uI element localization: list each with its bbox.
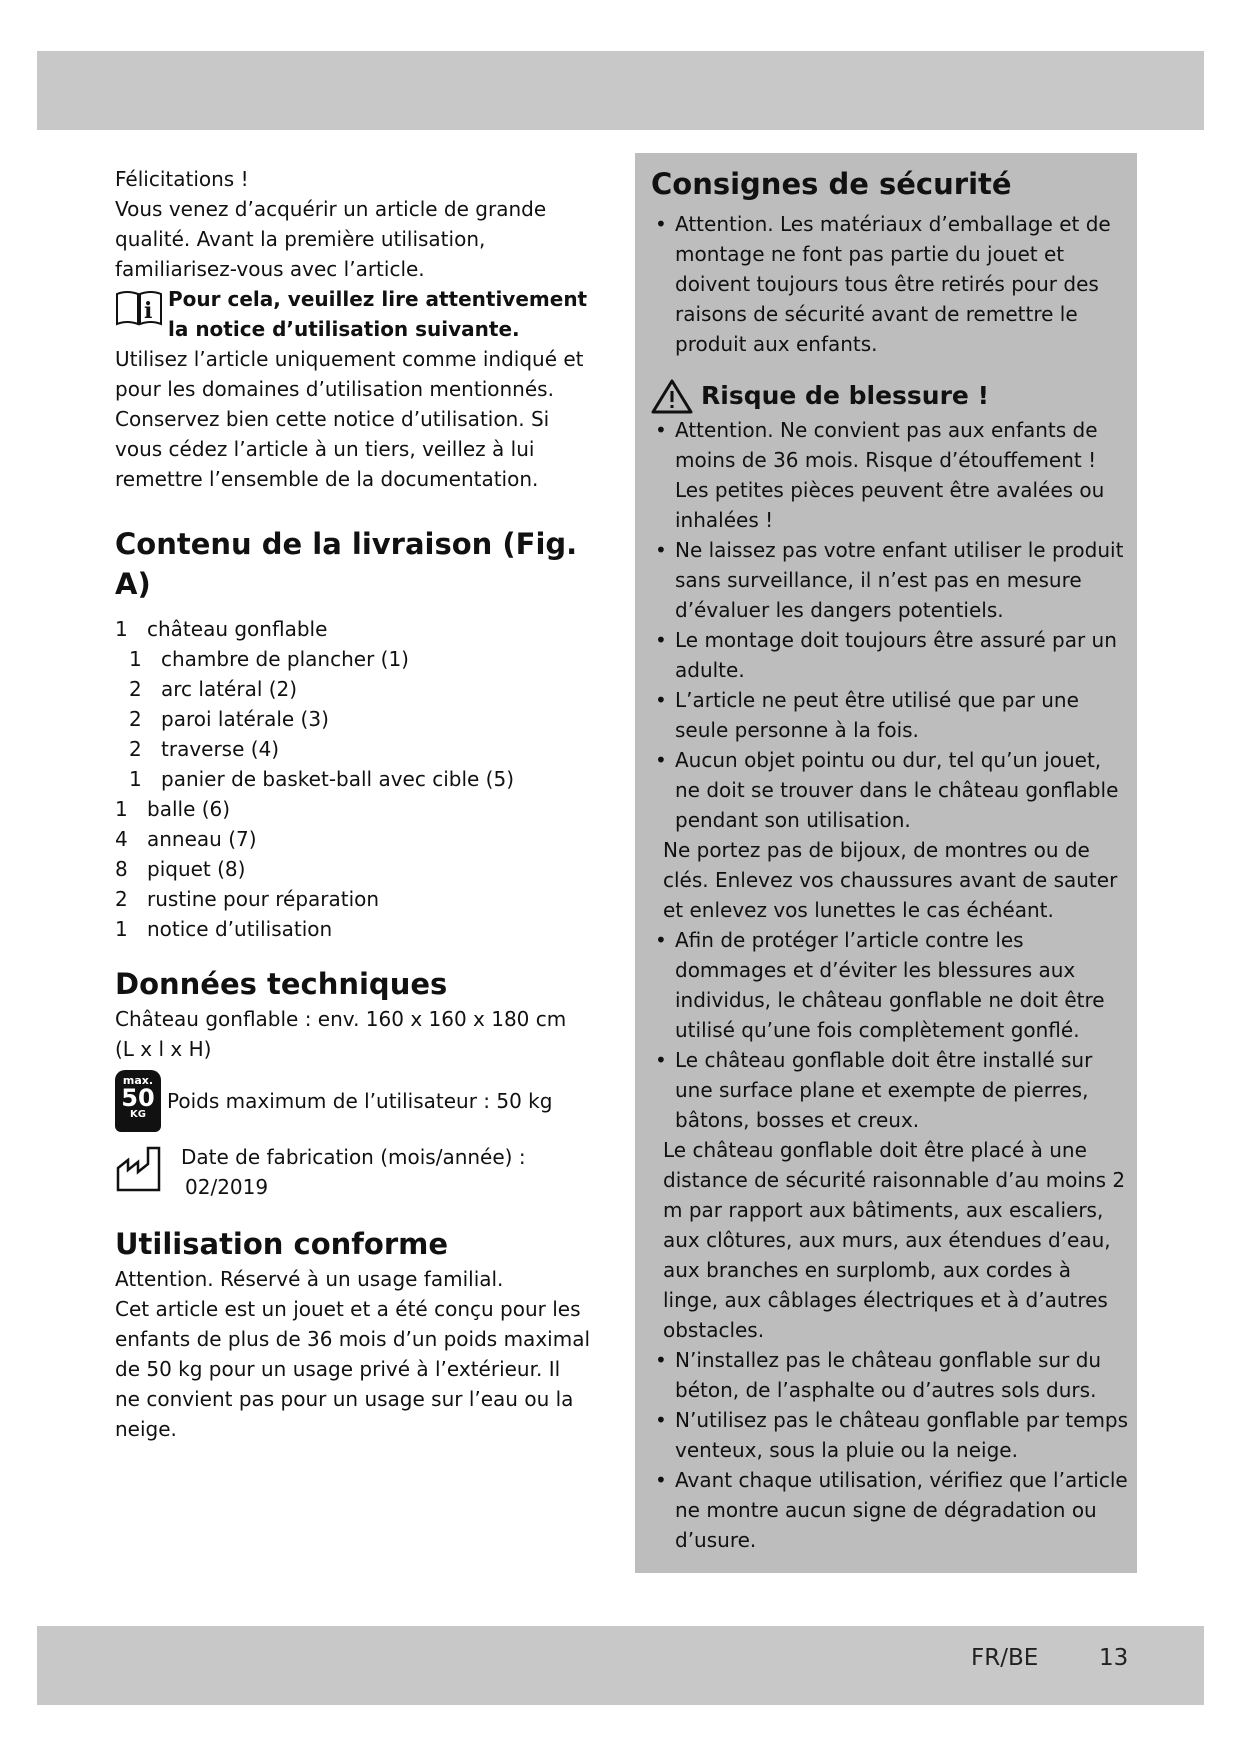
page-number: 13 <box>1099 1645 1129 1671</box>
contents-label: rustine pour réparation <box>147 887 380 911</box>
safety-item: • N’installez pas le château gonflable sur du béton, de l’asphalte ou d’autres sols durs. <box>651 1345 1131 1405</box>
contents-label: paroi latérale (3) <box>161 707 329 731</box>
usage-text-2: Cet article est un jouet et a été conçu pour les enfants de plus de 36 mois d’un poids maximal de 50 kg pour un usage privé à l’extérieur. Il ne convient pas pour un usage sur l’eau ou la neige. <box>115 1297 590 1441</box>
contents-label: balle (6) <box>147 797 231 821</box>
contents-qty: 1 <box>129 647 142 671</box>
intro-text-2: Utilisez l’article uniquement comme indiqué et pour les domaines d’utilisation mentionnés. Conservez bien cette notice d’utilisation. Si vous cédez l’article à un tiers, veillez à lui remettre l’ensemble de la documentation. <box>115 347 584 491</box>
contents-title: Contenu de la livraison (Fig. A) <box>115 527 578 601</box>
safety-item: • Attention. Les matériaux d’emballage et de montage ne font pas partie du jouet et doivent toujours tous être retirés pour des raisons de sécurité avant de remettre le produit aux enfants. <box>651 209 1131 359</box>
date-label: Date de fabrication (mois/année) : <box>181 1145 526 1169</box>
intro-text: Vous venez d’acquérir un article de grande qualité. Avant la première utilisation, familiarisez-vous avec l’article. <box>115 197 547 281</box>
contents-item <box>115 884 590 914</box>
left-column <box>115 164 590 1444</box>
safety-item: • N’utilisez pas le château gonflable par temps venteux, sous la pluie ou la neige. <box>651 1405 1131 1465</box>
contents-qty: 1 <box>115 617 128 641</box>
greeting: Félicitations ! <box>115 167 249 191</box>
contents-label: chambre de plancher (1) <box>161 647 409 671</box>
safety-item: • Ne laissez pas votre enfant utiliser le produit sans surveillance, il n’est pas en mesure d’évaluer les dangers potentiels. <box>651 535 1131 625</box>
contents-qty: 2 <box>129 677 142 701</box>
safety-item: • Aucun objet pointu ou dur, tel qu’un jouet, ne doit se trouver dans le château gonflable pendant son utilisation. <box>651 745 1131 835</box>
footer-lang: FR/BE <box>971 1645 1039 1671</box>
contents-item <box>115 734 590 764</box>
contents-item <box>115 674 590 704</box>
risk-heading <box>651 377 1131 415</box>
header-bar <box>37 51 1204 130</box>
contents-label: traverse (4) <box>161 737 280 761</box>
tech-size: Château gonflable : env. 160 x 160 x 180 cm (L x l x H) <box>115 1007 567 1061</box>
safety-item: • Avant chaque utilisation, vérifiez que l’article ne montre aucun signe de dégradation ou d’usure. <box>651 1465 1131 1555</box>
warning-icon <box>651 378 693 414</box>
contents-item <box>115 824 590 854</box>
safety-box <box>635 153 1137 1573</box>
safety-item: • Le montage doit toujours être assuré par un adulte. <box>651 625 1131 685</box>
contents-label: notice d’utilisation <box>147 917 333 941</box>
contents-item <box>115 914 590 944</box>
contents-label: château gonflable <box>147 617 328 641</box>
max-weight-text: Poids maximum de l’utilisateur : 50 kg <box>167 1089 553 1113</box>
contents-label: arc latéral (2) <box>161 677 298 701</box>
usage-text-1: Attention. Réservé à un usage familial. <box>115 1267 504 1291</box>
contents-item <box>115 644 590 674</box>
date-value: 02/2019 <box>185 1175 269 1199</box>
max-weight-icon: max. 50 KG <box>115 1070 161 1132</box>
factory-icon <box>115 1142 167 1194</box>
safety-item: • L’article ne peut être utilisé que par une seule personne à la fois. <box>651 685 1131 745</box>
contents-list <box>115 614 590 944</box>
tech-title: Données techniques <box>115 967 448 1001</box>
safety-item: • Afin de protéger l’article contre les dommages et d’éviter les blessures aux individus, le château gonflable ne doit être utilisé qu’une fois complètement gonflé. <box>651 925 1131 1045</box>
date-row <box>115 1142 590 1202</box>
note-text: Pour cela, veuillez lire attentivement la notice d’utilisation suivante. <box>168 287 588 341</box>
contents-item <box>115 854 590 884</box>
weight-row <box>115 1070 590 1132</box>
book-info-icon <box>115 288 163 328</box>
contents-qty: 8 <box>115 857 128 881</box>
contents-qty: 2 <box>129 707 142 731</box>
usage-title: Utilisation conforme <box>115 1227 449 1261</box>
contents-qty: 2 <box>129 737 142 761</box>
svg-text:i: i <box>144 298 153 324</box>
risk-title: Risque de blessure ! <box>701 381 989 410</box>
contents-label: piquet (8) <box>147 857 246 881</box>
contents-qty: 4 <box>115 827 128 851</box>
contents-qty: 1 <box>115 797 128 821</box>
contents-qty: 2 <box>115 887 128 911</box>
contents-item <box>115 764 590 794</box>
contents-qty: 1 <box>129 767 142 791</box>
safety-item: • Attention. Ne convient pas aux enfants de moins de 36 mois. Risque d’étouffement ! Les petites pièces peuvent être avalées ou inhalées ! <box>651 415 1131 535</box>
safety-subitem: Le château gonflable doit être placé à une distance de sécurité raisonnable d’au moins 2 m par rapport aux bâtiments, aux escaliers, aux clôtures, aux murs, aux étendues d’eau, aux branches en surplomb, aux cordes à linge, aux câblages électriques et à d’autres obstacles. <box>663 1138 1126 1342</box>
safety-item: • Le château gonflable doit être installé sur une surface plane et exempte de pierres, bâtons, bosses et creux. <box>651 1045 1131 1135</box>
safety-title: Consignes de sécurité <box>651 167 1012 201</box>
contents-item <box>115 614 590 644</box>
contents-item <box>115 794 590 824</box>
contents-label: panier de basket-ball avec cible (5) <box>161 767 514 791</box>
read-manual-note <box>115 284 590 344</box>
contents-qty: 1 <box>115 917 128 941</box>
safety-subitem: Ne portez pas de bijoux, de montres ou de clés. Enlevez vos chaussures avant de sauter et enlevez vos lunettes le cas échéant. <box>663 838 1118 922</box>
contents-item <box>115 704 590 734</box>
contents-label: anneau (7) <box>147 827 257 851</box>
